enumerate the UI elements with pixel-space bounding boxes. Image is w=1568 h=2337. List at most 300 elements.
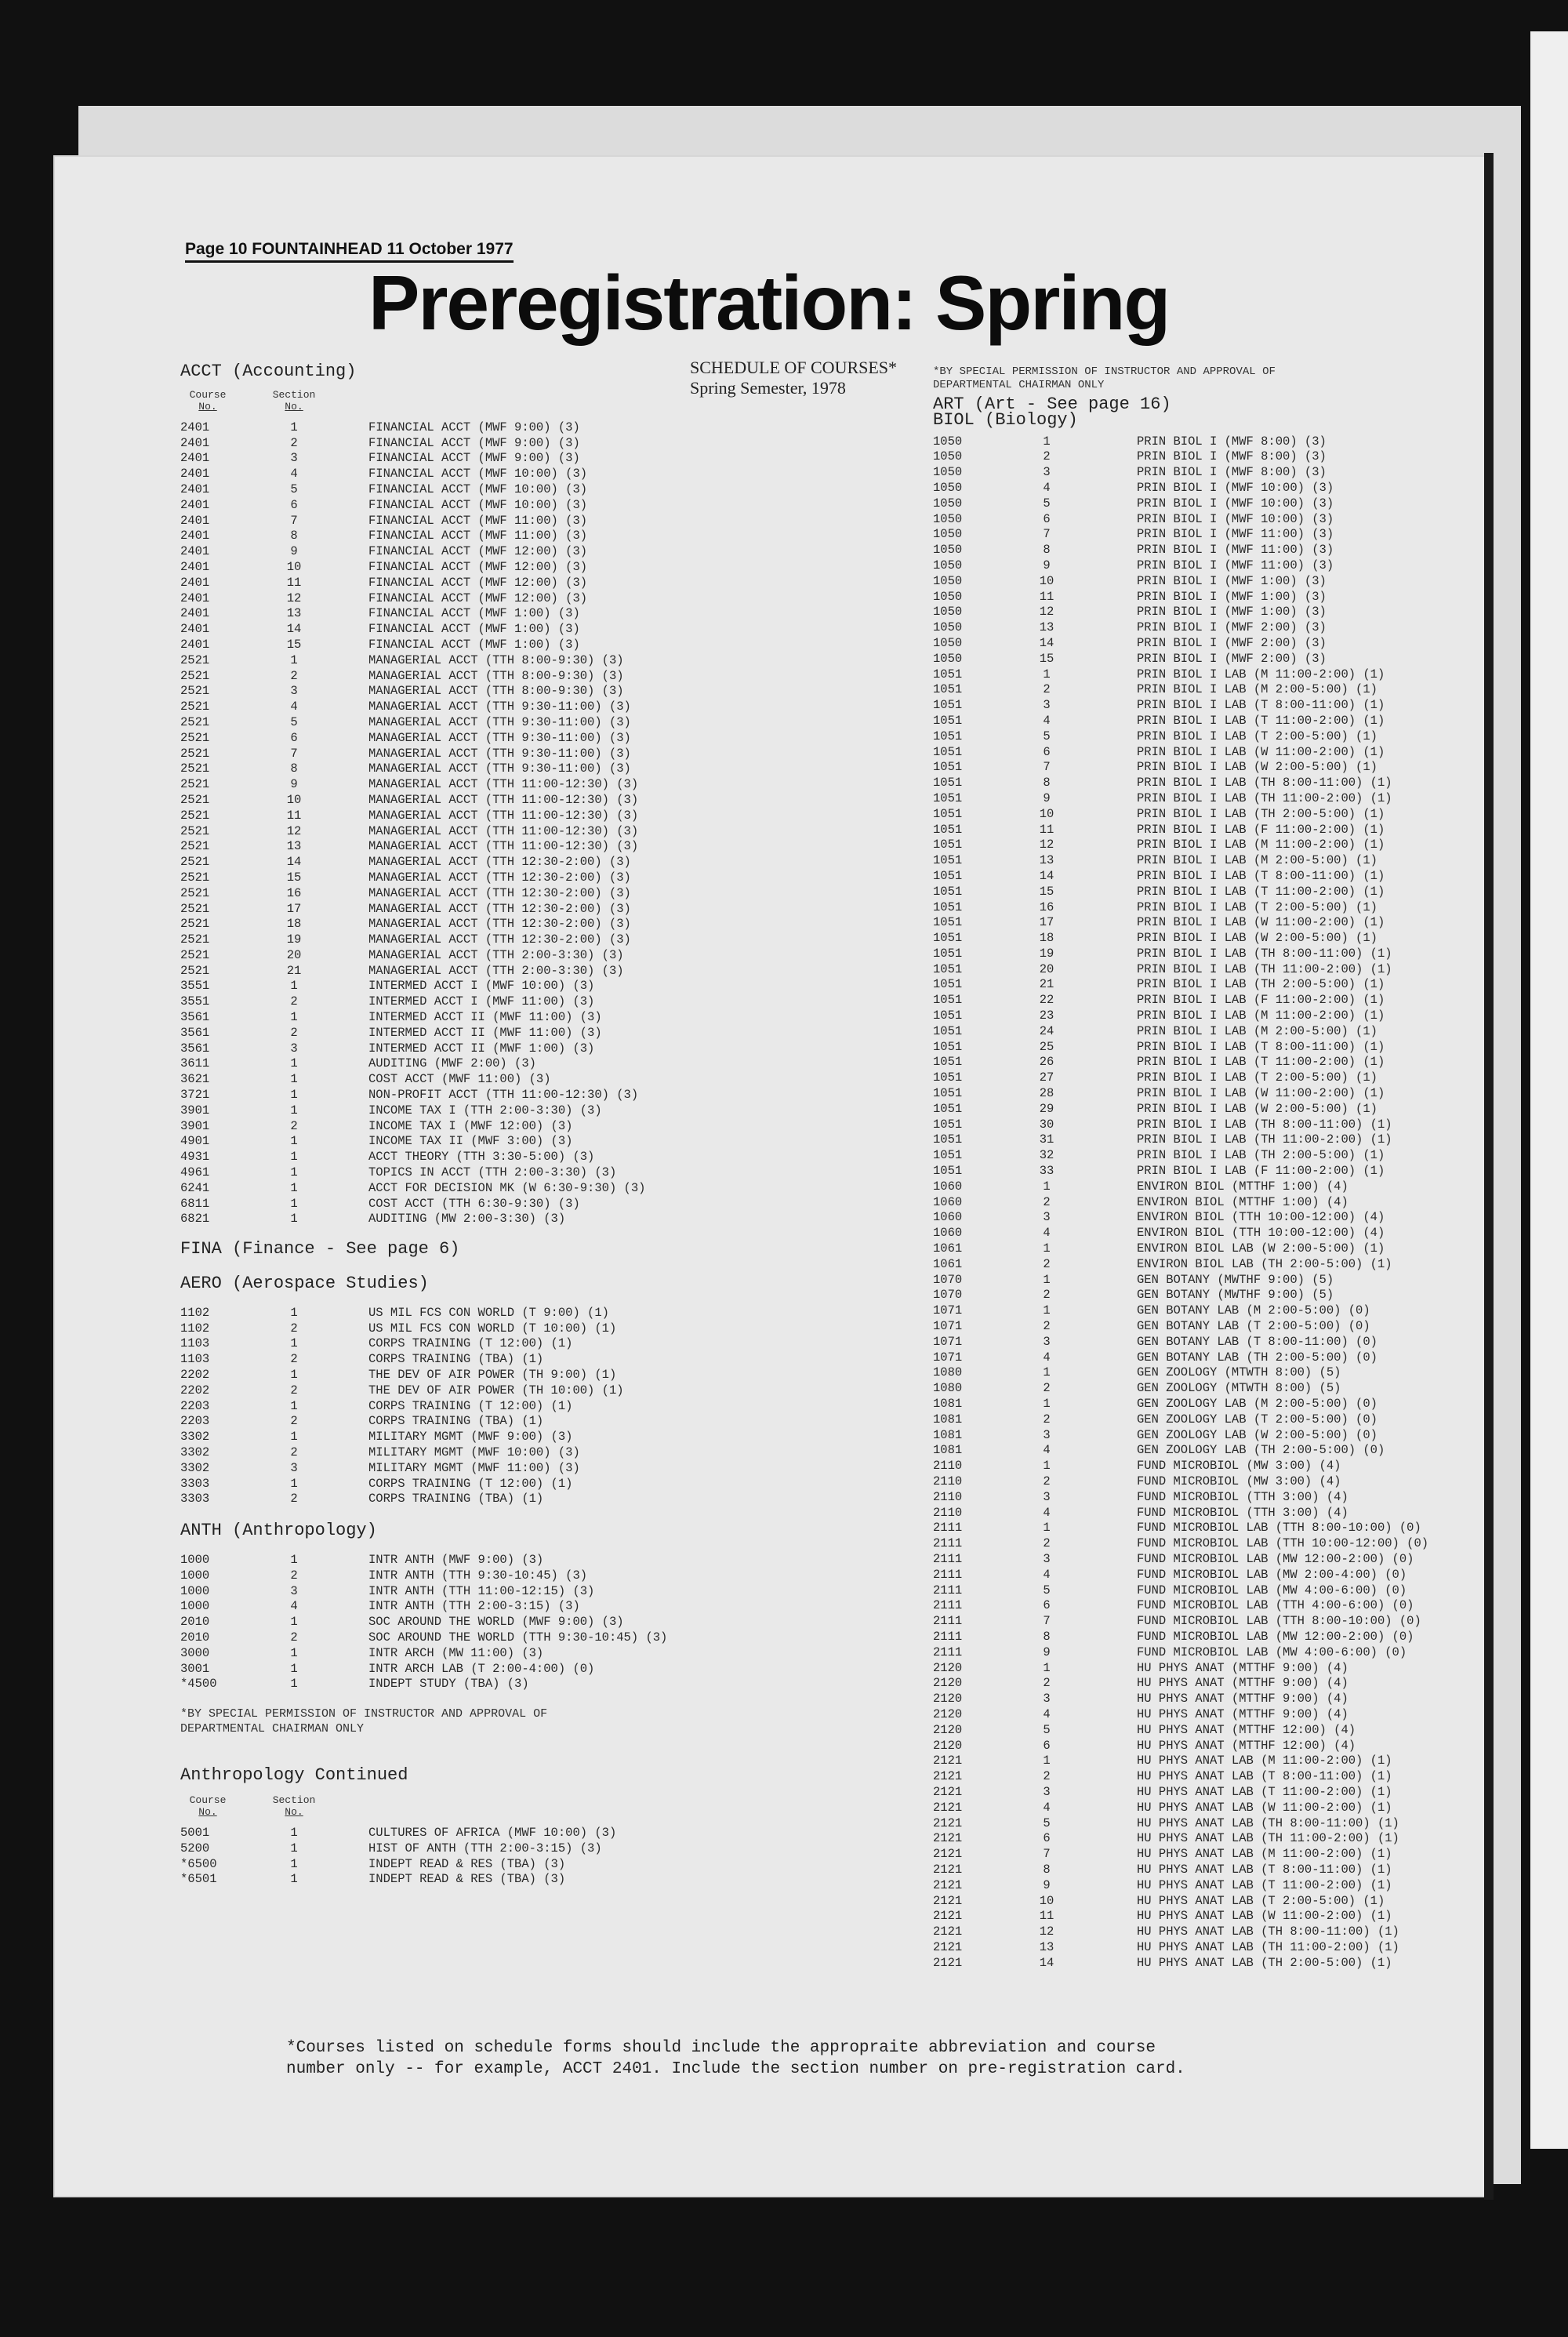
course-number: 1071 [933,1350,963,1365]
course-row [933,590,1428,605]
course-title: HU PHYS ANAT LAB (TH 2:00-5:00) (1) [1137,1955,1392,1970]
course-number: 1051 [933,806,963,821]
course-title: PRIN BIOL I LAB (T 11:00-2:00) (1) [1137,884,1385,899]
course-number: 6821 [180,1212,210,1227]
course-number: 6811 [180,1196,210,1211]
section-number: 4 [1043,1350,1051,1365]
section-number: 13 [286,606,302,621]
course-number: 2401 [180,559,210,574]
section-number: 27 [1039,1070,1054,1085]
course-title: INTERMED ACCT I (MWF 11:00) (3) [368,994,595,1009]
course-row [933,620,1428,636]
section-number: 2 [1043,1319,1051,1334]
course-number: 2401 [180,420,210,434]
course-row [933,1924,1428,1940]
course-number: 2121 [933,1815,963,1830]
course-row [933,652,1428,667]
course-row [180,1181,667,1197]
course-number: 2110 [933,1489,963,1504]
course-title: GEN ZOOLOGY LAB (M 2:00-5:00) (0) [1137,1397,1377,1411]
course-row [180,1553,667,1568]
course-title: GEN BOTANY LAB (TH 2:00-5:00) (0) [1137,1350,1377,1365]
course-number: 2401 [180,591,210,605]
course-row [180,886,667,902]
course-row [180,747,667,762]
course-number: 1000 [180,1599,210,1614]
section-number: 1 [290,652,298,667]
course-number: 2111 [933,1645,963,1659]
course-row [933,1241,1428,1257]
course-title: PRIN BIOL I LAB (T 11:00-2:00) (1) [1137,713,1385,728]
course-number: 1051 [933,977,963,992]
section-number: 2 [1043,682,1051,697]
course-number: 1051 [933,713,963,728]
course-title: TOPICS IN ACCT (TTH 2:00-3:30) (3) [368,1165,617,1180]
course-row [933,714,1428,729]
anth-permission-note: *BY SPECIAL PERMISSION OF INSTRUCTOR AND APPROVAL OF DEPARTMENTAL CHAIRMAN ONLY [180,1707,548,1736]
section-number: 1 [290,1056,298,1071]
course-number: 1080 [933,1381,963,1396]
course-row [180,1383,667,1399]
course-title: HU PHYS ANAT LAB (T 8:00-11:00) (1) [1137,1862,1392,1877]
course-title: HU PHYS ANAT LAB (T 8:00-11:00) (1) [1137,1769,1392,1784]
course-number: 2401 [180,606,210,621]
course-row [933,1474,1428,1490]
course-row [180,1321,667,1337]
section-number: 1 [290,1661,298,1676]
section-number: 12 [1039,1924,1054,1939]
course-title: GEN BOTANY LAB (T 2:00-5:00) (0) [1137,1319,1370,1334]
course-number: 2521 [180,947,210,962]
course-number: 2111 [933,1614,963,1629]
course-title: PRIN BIOL I LAB (T 2:00-5:00) (1) [1137,900,1377,914]
course-title: HU PHYS ANAT LAB (TH 11:00-2:00) (1) [1137,1831,1399,1846]
course-number: 1051 [933,682,963,697]
course-row [180,1826,667,1841]
course-number: 2521 [180,870,210,885]
course-row [180,994,667,1010]
course-title: PRIN BIOL I (MWF 2:00) (3) [1137,620,1327,635]
course-number: 2521 [180,901,210,916]
section-number: 2 [290,1352,298,1367]
course-number: 1050 [933,496,963,511]
course-number: 2521 [180,761,210,776]
course-number: 3303 [180,1492,210,1507]
course-row [180,855,667,870]
course-row [180,1150,667,1165]
course-title: INTR ANTH (TTH 2:00-3:15) (3) [368,1599,580,1614]
section-number: 4 [1043,713,1051,728]
section-number: 4 [1043,1505,1051,1520]
course-row [933,1940,1428,1956]
section-number: 1 [290,1645,298,1660]
section-number: 6 [1043,1738,1051,1753]
course-number: 2121 [933,1800,963,1815]
section-number: 1 [1043,1660,1051,1675]
course-title: HU PHYS ANAT LAB (T 2:00-5:00) (1) [1137,1893,1385,1908]
course-number: 2121 [933,1831,963,1846]
course-row [180,902,667,918]
section-number: 2 [1043,1288,1051,1303]
course-number: *6500 [180,1856,217,1871]
aero-course-list [180,1306,667,1507]
course-row [180,1088,667,1103]
course-title: PRIN BIOL I LAB (M 2:00-5:00) (1) [1137,682,1377,697]
course-row [933,1568,1428,1583]
course-row [933,1148,1428,1164]
course-title: FINANCIAL ACCT (MWF 9:00) (3) [368,451,580,466]
course-number: 1050 [933,651,963,666]
course-title: MANAGERIAL ACCT (TTH 12:30-2:00) (3) [368,885,631,900]
course-title: FUND MICROBIOL LAB (TTH 8:00-10:00) (0) [1137,1521,1421,1536]
section-number: 7 [290,513,298,528]
course-title: HU PHYS ANAT LAB (T 11:00-2:00) (1) [1137,1784,1392,1799]
course-title: SOC AROUND THE WORLD (TTH 9:30-10:45) (3) [368,1630,668,1645]
course-row [933,1739,1428,1754]
section-number: 1 [1043,1303,1051,1318]
course-row [933,1490,1428,1506]
course-row [180,669,667,685]
course-row [180,1630,667,1646]
course-row [933,1412,1428,1428]
course-row [933,1179,1428,1195]
course-row [180,1368,667,1383]
course-number: 1050 [933,605,963,620]
section-number: 1 [1043,1754,1051,1768]
course-row [933,1956,1428,1972]
section-number: 2 [290,1630,298,1645]
course-number: 1000 [180,1583,210,1598]
course-title: CORPS TRAINING (TBA) (1) [368,1414,544,1429]
section-number: 5 [290,482,298,496]
course-number: 1050 [933,465,963,480]
section-number: 1 [290,1677,298,1692]
course-number: 2401 [180,497,210,512]
course-title: FINANCIAL ACCT (MWF 1:00) (3) [368,622,580,637]
course-row [180,1197,667,1212]
course-number: 1102 [180,1321,210,1336]
course-title: INDEPT STUDY (TBA) (3) [368,1677,529,1692]
course-row [180,839,667,855]
course-row [933,977,1428,993]
section-number: 1 [290,1305,298,1320]
biol-course-list [933,434,1428,1972]
course-title: FUND MICROBIOL LAB (MW 2:00-4:00) (0) [1137,1567,1407,1582]
course-number: 3721 [180,1088,210,1103]
course-title: GEN ZOOLOGY LAB (W 2:00-5:00) (0) [1137,1427,1377,1442]
course-title: INDEPT READ & RES (TBA) (3) [368,1856,566,1871]
course-row [180,1026,667,1041]
course-row [933,1909,1428,1924]
course-number: 1051 [933,931,963,946]
section-number: 1 [290,1088,298,1103]
course-title: GEN BOTANY LAB (M 2:00-5:00) (0) [1137,1303,1370,1318]
anth-continued-title: Anthropology Continued [180,1765,408,1786]
section-number: 1 [290,1825,298,1840]
course-row [933,1443,1428,1459]
course-row [933,1288,1428,1303]
course-title: PRIN BIOL I (MWF 10:00) (3) [1137,496,1334,511]
course-number: 2121 [933,1909,963,1924]
course-number: 1050 [933,573,963,588]
course-row [933,434,1428,450]
course-number: *6501 [180,1872,217,1887]
course-label: Course [189,388,227,401]
section-number: 8 [1043,543,1051,558]
course-title: HU PHYS ANAT LAB (TH 8:00-11:00) (1) [1137,1815,1399,1830]
course-row [180,761,667,777]
course-number: 1051 [933,729,963,743]
course-row [933,1303,1428,1319]
course-number: 3551 [180,979,210,994]
course-row [933,931,1428,947]
course-title: PRIN BIOL I (MWF 1:00) (3) [1137,573,1327,588]
course-row [933,1894,1428,1910]
course-number: 2121 [933,1924,963,1939]
course-title: INCOME TAX I (TTH 2:00-3:30) (3) [368,1103,602,1118]
course-row [933,1195,1428,1211]
course-title: INDEPT READ & RES (TBA) (3) [368,1872,566,1887]
course-row [933,496,1428,512]
section-number: 9 [290,544,298,559]
section-number: 9 [1043,1877,1051,1892]
course-title: MILITARY MGMT (MWF 11:00) (3) [368,1460,580,1475]
section-no-label: No. [285,400,303,413]
course-row [180,917,667,932]
course-row [933,1164,1428,1179]
section-number: 1 [1043,434,1051,449]
section-number: 1 [290,979,298,994]
course-row [180,498,667,514]
course-title: ENVIRON BIOL (TTH 10:00-12:00) (4) [1137,1210,1385,1225]
course-row [180,1041,667,1057]
course-number: 1081 [933,1397,963,1411]
course-number: 2202 [180,1368,210,1383]
section-label: Section [272,388,316,401]
course-title: GEN BOTANY (MWTHF 9:00) (5) [1137,1288,1334,1303]
course-number: 3302 [180,1430,210,1445]
course-row [933,1055,1428,1070]
course-title: FINANCIAL ACCT (MWF 1:00) (3) [368,637,580,652]
course-row [933,823,1428,838]
course-title: ACCT THEORY (TTH 3:30-5:00) (3) [368,1150,595,1165]
course-row [180,1134,667,1150]
course-title: MANAGERIAL ACCT (TTH 11:00-12:30) (3) [368,808,639,823]
course-number: 2121 [933,1862,963,1877]
section-number: 13 [1039,853,1054,868]
course-title: PRIN BIOL I (MWF 10:00) (3) [1137,511,1334,526]
section-number: 12 [286,823,302,838]
course-row [180,700,667,715]
course-title: FINANCIAL ACCT (MWF 10:00) (3) [368,467,588,482]
course-no-label: No. [198,1805,217,1818]
course-number: 2401 [180,435,210,450]
course-title: SOC AROUND THE WORLD (MWF 9:00) (3) [368,1615,624,1630]
course-title: MANAGERIAL ACCT (TTH 9:30-11:00) (3) [368,700,631,714]
course-row [180,777,667,793]
course-number: 2120 [933,1692,963,1706]
course-row [933,745,1428,761]
course-number: 3000 [180,1645,210,1660]
course-number: 1051 [933,1039,963,1054]
course-title: PRIN BIOL I LAB (TH 8:00-11:00) (1) [1137,1117,1392,1132]
course-number: 1050 [933,589,963,604]
course-title: PRIN BIOL I LAB (W 11:00-2:00) (1) [1137,744,1385,759]
course-title: PRIN BIOL I LAB (TH 11:00-2:00) (1) [1137,961,1392,976]
course-title: HU PHYS ANAT LAB (W 11:00-2:00) (1) [1137,1909,1392,1924]
course-number: 1051 [933,1132,963,1147]
course-row [933,1785,1428,1801]
course-title: ENVIRON BIOL LAB (W 2:00-5:00) (1) [1137,1241,1385,1256]
course-title: INTERMED ACCT II (MWF 11:00) (3) [368,1025,602,1040]
course-number: 2121 [933,1955,963,1970]
course-row [933,1009,1428,1024]
section-number: 2 [290,1445,298,1459]
course-title: HIST OF ANTH (TTH 2:00-3:15) (3) [368,1841,602,1855]
course-row [933,885,1428,900]
course-title: PRIN BIOL I (MWF 8:00) (3) [1137,434,1327,449]
art-title: ART (Art - See page 16) [933,394,1171,414]
course-number: 1051 [933,993,963,1008]
section-number: 7 [1043,1847,1051,1862]
course-number: 1050 [933,635,963,650]
adjacent-page-strip [1530,31,1568,2149]
course-title: HU PHYS ANAT (MTTHF 9:00) (4) [1137,1706,1348,1721]
course-number: 1070 [933,1272,963,1287]
course-title: HU PHYS ANAT (MTTHF 12:00) (4) [1137,1738,1356,1753]
course-title: PRIN BIOL I LAB (T 8:00-11:00) (1) [1137,698,1385,713]
section-number: 2 [1043,1256,1051,1271]
course-title: FUND MICROBIOL LAB (MW 4:00-6:00) (0) [1137,1645,1407,1659]
course-row [933,869,1428,885]
course-title: PRIN BIOL I LAB (T 11:00-2:00) (1) [1137,1055,1385,1070]
course-row [933,1583,1428,1599]
section-number: 24 [1039,1023,1054,1038]
course-row [180,1212,667,1227]
course-row [933,1459,1428,1474]
course-title: ACCT FOR DECISION MK (W 6:30-9:30) (3) [368,1180,646,1195]
course-title: GEN ZOOLOGY LAB (T 2:00-5:00) (0) [1137,1412,1377,1427]
course-title: MANAGERIAL ACCT (TTH 11:00-12:30) (3) [368,777,639,792]
section-number: 3 [290,684,298,699]
course-number: 2121 [933,1893,963,1908]
course-row [933,512,1428,528]
course-row [180,979,667,994]
course-row [180,1857,667,1873]
section-number: 20 [1039,961,1054,976]
section-number: 21 [286,963,302,978]
section-number: 1 [290,1196,298,1211]
course-title: FINANCIAL ACCT (MWF 10:00) (3) [368,497,588,512]
course-number: 2203 [180,1414,210,1429]
course-row [933,481,1428,496]
course-title: FINANCIAL ACCT (MWF 10:00) (3) [368,482,588,496]
course-number: 2120 [933,1738,963,1753]
course-title: INTERMED ACCT I (MWF 10:00) (3) [368,979,595,994]
course-number: 2110 [933,1474,963,1488]
course-row [180,1414,667,1430]
course-row [180,1615,667,1630]
course-title: PRIN BIOL I LAB (M 2:00-5:00) (1) [1137,853,1377,868]
course-title: FINANCIAL ACCT (MWF 11:00) (3) [368,529,588,543]
course-row [180,809,667,824]
course-number: 1081 [933,1412,963,1427]
course-row [933,574,1428,590]
course-title: FUND MICROBIOL LAB (TTH 10:00-12:00) (0) [1137,1536,1429,1551]
course-number: 1051 [933,822,963,837]
course-title: MANAGERIAL ACCT (TTH 8:00-9:30) (3) [368,684,624,699]
course-number: 1071 [933,1334,963,1349]
course-title: MANAGERIAL ACCT (TTH 2:00-3:30) (3) [368,947,624,962]
course-title: INTERMED ACCT II (MWF 1:00) (3) [368,1041,595,1056]
course-number: 2120 [933,1660,963,1675]
section-number: 13 [286,839,302,854]
course-title: PRIN BIOL I LAB (W 2:00-5:00) (1) [1137,760,1377,775]
biol-permission-note: *BY SPECIAL PERMISSION OF INSTRUCTOR AND APPROVAL OF DEPARTMENTAL CHAIRMAN ONLY [933,365,1276,391]
section-number: 1 [290,1398,298,1413]
course-row [933,1831,1428,1847]
course-number: 1051 [933,961,963,976]
section-number: 8 [290,529,298,543]
course-row [933,1754,1428,1769]
section-number: 1 [290,1856,298,1871]
section-number: 3 [290,1460,298,1475]
section-number: 7 [1043,1614,1051,1629]
section-number: 4 [290,1599,298,1614]
course-number: 1070 [933,1288,963,1303]
course-row [933,449,1428,465]
course-title: PRIN BIOL I (MWF 1:00) (3) [1137,589,1327,604]
course-title: FUND MICROBIOL LAB (TTH 4:00-6:00) (0) [1137,1598,1414,1613]
course-title: MANAGERIAL ACCT (TTH 12:30-2:00) (3) [368,870,631,885]
course-title: INCOME TAX I (MWF 12:00) (3) [368,1118,573,1133]
course-row [933,838,1428,853]
course-number: 1051 [933,1009,963,1023]
course-number: 1081 [933,1443,963,1458]
section-label: Section [272,1794,316,1806]
course-number: 1051 [933,915,963,930]
course-number: 3561 [180,1041,210,1056]
section-number: 5 [1043,496,1051,511]
course-title: INTR ANTH (TTH 9:30-10:45) (3) [368,1568,588,1583]
course-number: 2401 [180,529,210,543]
course-title: HU PHYS ANAT LAB (M 11:00-2:00) (1) [1137,1754,1392,1768]
section-number: 8 [1043,1629,1051,1644]
section-number: 2 [1043,1412,1051,1427]
course-title: FINANCIAL ACCT (MWF 11:00) (3) [368,513,588,528]
section-number: 1 [290,1872,298,1887]
course-row [933,1319,1428,1335]
course-title: PRIN BIOL I LAB (F 11:00-2:00) (1) [1137,1164,1385,1179]
course-title: GEN ZOOLOGY (MTWTH 8:00) (5) [1137,1381,1341,1396]
section-number: 3 [1043,1784,1051,1799]
course-number: 1051 [933,791,963,805]
section-number: 31 [1039,1132,1054,1147]
section-number: 1 [290,1212,298,1227]
course-row [180,684,667,700]
course-row [933,1381,1428,1397]
section-number: 12 [1039,838,1054,852]
course-number: 1051 [933,1101,963,1116]
course-number: 4901 [180,1134,210,1149]
course-number: 2521 [180,730,210,745]
section-number: 28 [1039,1086,1054,1101]
section-number: 1 [290,1165,298,1180]
course-row [180,1461,667,1477]
course-title: PRIN BIOL I LAB (TH 11:00-2:00) (1) [1137,1132,1392,1147]
course-title: GEN ZOOLOGY LAB (TH 2:00-5:00) (0) [1137,1443,1385,1458]
course-title: HU PHYS ANAT (MTTHF 12:00) (4) [1137,1722,1356,1737]
